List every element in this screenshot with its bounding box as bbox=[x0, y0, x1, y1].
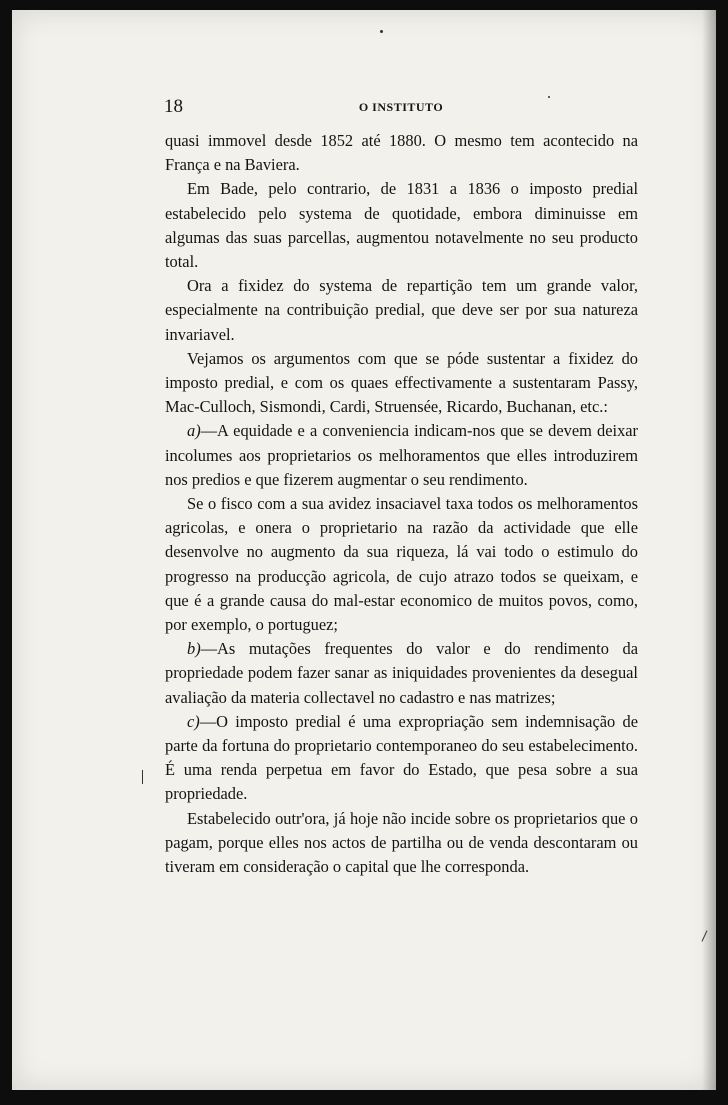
list-item-c bbox=[165, 710, 638, 807]
page-header bbox=[164, 96, 638, 118]
paragraph: Se o fisco com a sua avidez insaciavel taxa todos os melhoramentos agricolas, e onera o proprietario na razão da actividade que elle desenvolve no augmento da sua riqueza, lá vai todo o estimulo do progresso na producção agricola, de cujo atrazo todos se queixam, e que é a grande causa do mal-estar economico de muitos povos, como, por exemplo, o portuguez; bbox=[165, 494, 638, 635]
running-title: O INSTITUTO bbox=[358, 100, 444, 114]
paragraph: Vejamos os argumentos com que se póde sustentar a fixidez do imposto predial, e com os quaes effectivamente a sustentaram Passy, Mac-Culloch, Sismondi, Cardi, Struensée, Ricardo, Buchanan, etc.: bbox=[165, 348, 638, 417]
paragraph: Ora a fixidez do systema de repartição tem um grande valor, especialmente na contribuição predial, que deve ser por sua natureza invariavel. bbox=[165, 276, 638, 344]
list-item-b bbox=[165, 637, 638, 710]
ink-speck bbox=[380, 30, 383, 33]
paragraph: As mutações frequentes do valor e do rendimento da propriedade podem fazer sanar as iniquidades provenientes da desegual avaliação da materia collectavel no cadastro e nas matrizes; bbox=[165, 639, 638, 707]
list-marker: a) bbox=[187, 421, 201, 441]
paragraph: A equidade e a conveniencia indicam-nos que se devem deixar incolumes aos proprietarios os melhoramentos que elles introduzirem nos predios e que fizerem augmentar o seu rendimento. bbox=[165, 421, 638, 489]
paragraph: quasi immovel desde 1852 até 1880. O mesmo tem acontecido na França e na Baviera. bbox=[165, 131, 638, 175]
list-dash: — bbox=[199, 711, 217, 731]
page-number: 18 bbox=[164, 96, 183, 117]
list-marker: b) bbox=[187, 639, 201, 659]
body-text bbox=[165, 129, 638, 879]
paragraph: O imposto predial é uma expropriação sem indemnisação de parte da fortuna do proprietario contemporaneo do seu estabelecimento. É uma renda perpetua em favor do Estado, que pesa sobre a sua propriedade. bbox=[165, 711, 638, 804]
list-item-a bbox=[165, 419, 638, 492]
paragraph: Em Bade, pelo contrario, de 1831 a 1836 o imposto predial estabelecido pelo systema de quotidade, embora diminuisse em algumas das suas parcellas, augmentou notavelmente no seu producto total. bbox=[165, 179, 638, 272]
paragraph: Estabelecido outr'ora, já hoje não incide sobre os proprietarios que o pagam, porque elles nos actos de partilha ou de venda descontaram ou tiveram em consideração o capital que lhe corresponda. bbox=[165, 808, 638, 877]
page-edge-shadow bbox=[702, 10, 716, 1090]
list-dash: — bbox=[200, 639, 218, 659]
list-dash: — bbox=[200, 421, 218, 441]
ink-mark bbox=[142, 770, 143, 784]
list-marker: c) bbox=[187, 711, 200, 731]
